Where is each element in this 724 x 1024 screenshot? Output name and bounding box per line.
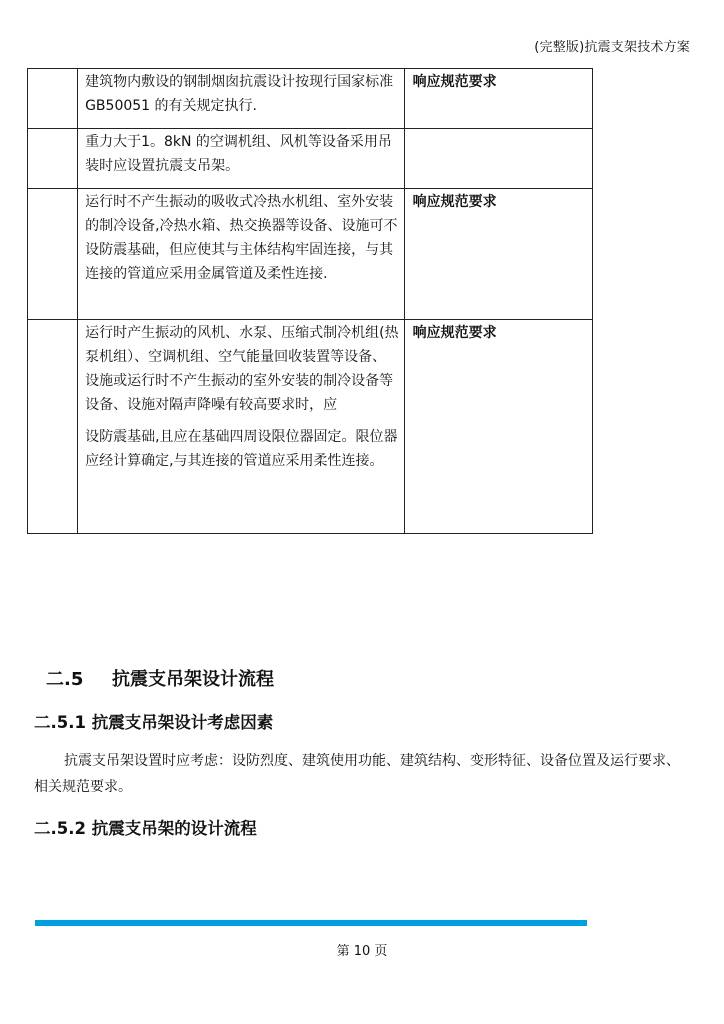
requirement-text: 运行时不产生振动的吸收式冷热水机组、室外安装的制冷设备,冷热水箱、热交换器等设备、设施可不设防震基础，但应使其与主体结构牢固连接，与其连接的管道应采用金属管道及柔性连接.: [85, 194, 398, 282]
page-number: 第 10 页: [336, 944, 388, 959]
section-title: 抗震支吊架设计流程: [112, 669, 274, 690]
considerations-paragraph: 抗震支吊架设置时应考虑：设防烈度、建筑使用功能、建筑结构、变形特征、设备位置及运行要求、相关规范要求。: [34, 753, 680, 795]
compliance-cell: [404, 320, 592, 534]
compliance-cell: [404, 189, 592, 320]
requirement-cell: [78, 189, 405, 320]
requirements-table: [27, 68, 593, 534]
requirement-cell: [78, 69, 405, 129]
table-row: [28, 129, 593, 189]
requirement-text-continued: 设防震基础,且应在基础四周设限位器固定。限位器应经计算确定,与其连接的管道应采用柔性连接。: [85, 429, 398, 469]
footer-rule: [35, 920, 587, 926]
table-row: [28, 320, 593, 534]
requirement-cell: [78, 320, 405, 534]
empty-cell: [28, 69, 78, 129]
empty-cell: [28, 189, 78, 320]
empty-cell: [28, 320, 78, 534]
table-row: [28, 69, 593, 129]
compliance-cell: [404, 69, 592, 129]
compliance-status: 响应规范要求: [412, 74, 497, 90]
compliance-status: 响应规范要求: [412, 194, 497, 210]
empty-cell: [28, 129, 78, 189]
table-row: [28, 189, 593, 320]
requirement-text: 建筑物内敷设的钢制烟囱抗震设计按现行国家标准GB50051 的有关规定执行.: [85, 74, 394, 114]
requirement-text: 运行时产生振动的风机、水泵、压缩式制冷机组(热泵机组）、空调机组、空气能量回收装置等设备、设施或运行时不产生振动的室外安装的制冷设备等设备、设施对隔声降噪有较高要求时，应: [85, 325, 399, 413]
requirement-text: 重力大于1。8kN 的空调机组、风机等设备采用吊装时应设置抗震支吊架。: [85, 134, 392, 174]
section-number: 二.5: [46, 669, 84, 690]
compliance-cell: [404, 129, 592, 189]
requirement-cell: [78, 129, 405, 189]
compliance-status: [405, 129, 592, 130]
section-heading: [46, 665, 274, 691]
subsection-heading-design-process: 二.5.2 抗震支吊架的设计流程: [34, 819, 257, 838]
subsection-heading-considerations: 二.5.1 抗震支吊架设计考虑因素: [34, 713, 274, 732]
running-header: (完整版)抗震支架技术方案: [534, 40, 690, 55]
compliance-status: 响应规范要求: [412, 325, 497, 341]
